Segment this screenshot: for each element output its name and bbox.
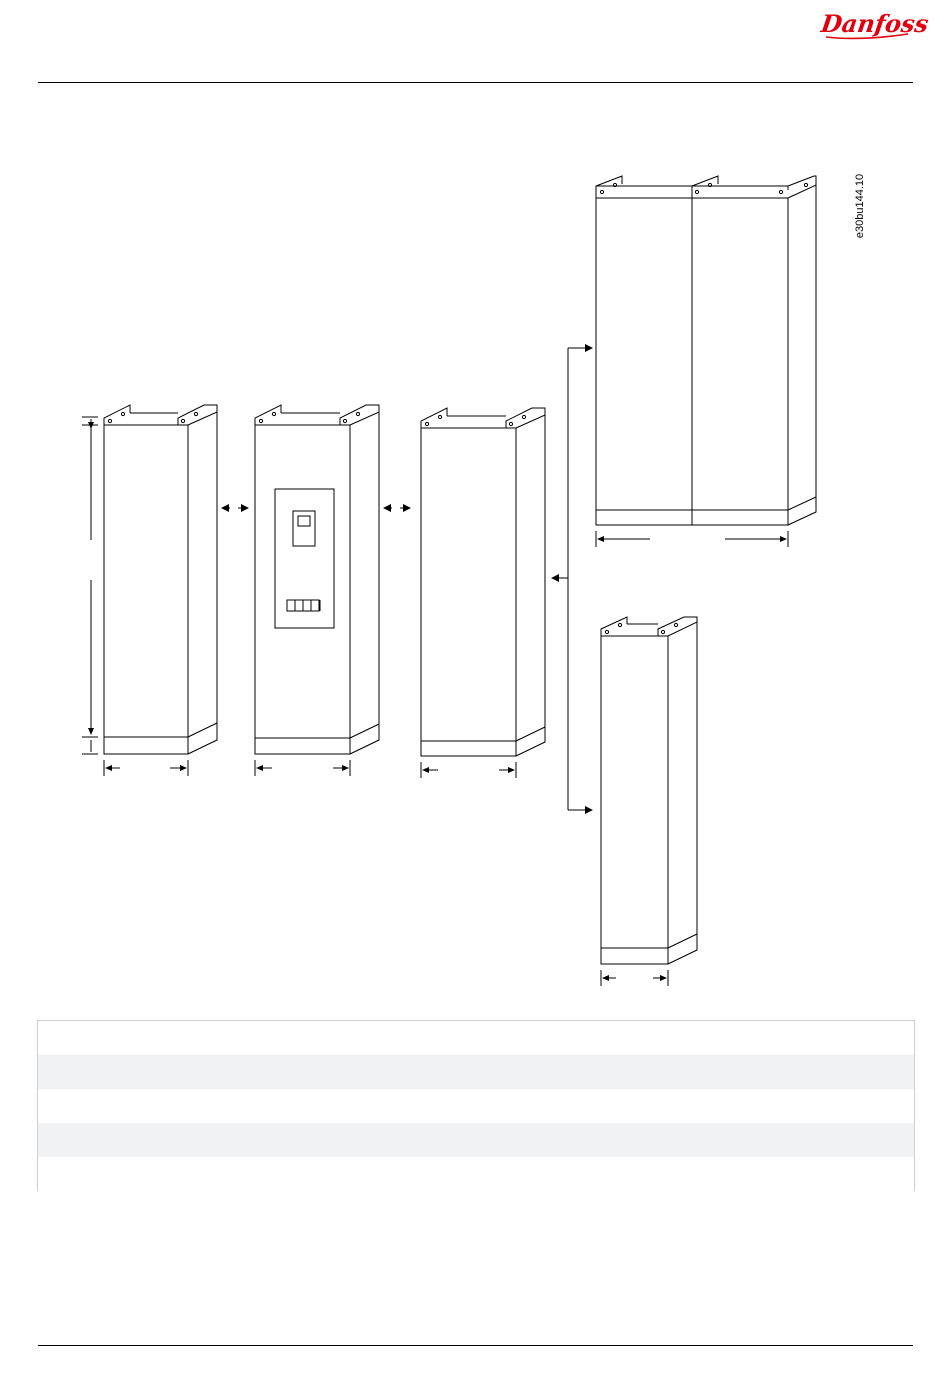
left-cabinet [104, 405, 217, 754]
width-dimension-2 [255, 760, 350, 776]
table-row [38, 1157, 914, 1191]
dimensions-table [37, 1020, 915, 1191]
narrow-cabinet [601, 617, 697, 964]
width-dimension-1 [104, 760, 188, 776]
footer-rule [38, 1345, 913, 1346]
height-dimension [82, 417, 98, 754]
width-dimension-5 [601, 970, 668, 986]
control-panel [275, 489, 334, 628]
option-branch [552, 348, 592, 810]
table-row [38, 1089, 914, 1123]
table-row [38, 1055, 914, 1089]
document-code: e30bu144.10 [854, 173, 866, 239]
table-row [38, 1021, 914, 1055]
width-dimension-3 [421, 762, 516, 778]
width-dimension-4 [596, 531, 788, 547]
drive-cabinet [255, 405, 379, 754]
right-cabinet [421, 408, 545, 756]
table-row [38, 1123, 914, 1157]
svg-text:Danfoss: Danfoss [819, 9, 931, 38]
double-cabinet [596, 176, 816, 525]
